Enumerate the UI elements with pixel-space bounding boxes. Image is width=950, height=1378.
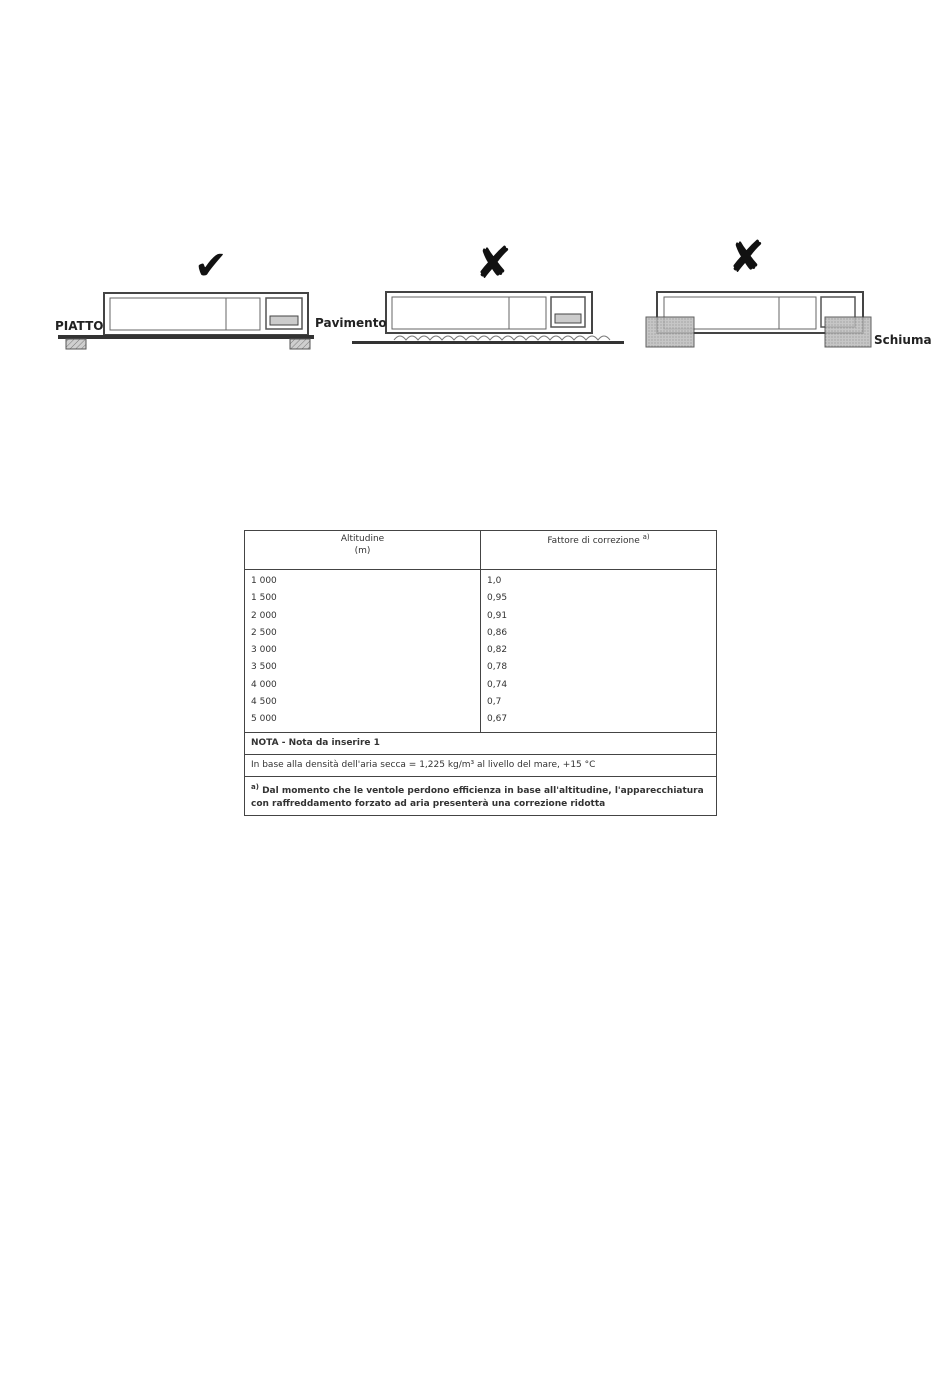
scenario-floor xyxy=(352,292,624,344)
altitude-correction-table xyxy=(244,530,717,816)
pallet-block-right xyxy=(290,339,310,349)
altitude-column xyxy=(245,570,481,733)
footnote-row xyxy=(245,776,717,815)
header-factor-label: Fattore di correzione xyxy=(547,536,640,546)
wrong-cross-icon-foam: ✘ xyxy=(728,232,765,283)
altitude-cell: 2 500 xyxy=(251,627,277,638)
scenario-foam xyxy=(646,292,871,347)
altitude-cell: 1 000 xyxy=(251,576,277,586)
factor-column xyxy=(481,570,717,733)
label-pavimento: Pavimento xyxy=(315,316,387,330)
label-piatto: PIATTO xyxy=(55,319,104,333)
factor-cell: 0,67 xyxy=(487,714,508,725)
footnote-text: Dal momento che le ventole perdono efficienza in base all'altitudine, l'apparecchiatura con raffreddamento forzato ad aria presenterà una correzione ridotta xyxy=(251,785,704,809)
installation-diagram xyxy=(0,0,950,360)
factor-cell: 0,7 xyxy=(487,697,502,708)
floor-line xyxy=(352,341,624,344)
altitude-cell: 1 500 xyxy=(251,593,277,604)
pallet-deck xyxy=(58,335,314,339)
altitude-cell: 3 000 xyxy=(251,645,277,656)
factor-cell: 0,78 xyxy=(487,662,508,673)
factor-cell: 0,86 xyxy=(487,627,508,638)
header-factor xyxy=(481,531,717,570)
altitude-cell: 4 000 xyxy=(251,679,277,690)
footnote-marker: a) xyxy=(251,782,259,791)
density-note: In base alla densità dell'aria secca = 1,225 kg/m³ al livello del mare, +15 °C xyxy=(245,754,717,776)
header-altitude xyxy=(245,531,481,570)
table-footnote xyxy=(245,776,717,815)
correct-check-icon: ✔ xyxy=(194,243,228,289)
factor-cell: 0,74 xyxy=(487,679,508,690)
installation-figure xyxy=(0,0,950,360)
floor-debris xyxy=(394,336,610,340)
header-altitude-unit: (m) xyxy=(354,546,371,556)
factor-cell: 0,82 xyxy=(487,645,508,656)
table-header-row xyxy=(245,531,717,570)
pallet-block-left xyxy=(66,339,86,349)
density-row xyxy=(245,754,717,776)
note-row xyxy=(245,732,717,754)
header-factor-footnote-ref: a) xyxy=(642,533,650,541)
factor-cell: 0,95 xyxy=(487,593,508,604)
table-note: NOTA - Nota da inserire 1 xyxy=(245,732,717,754)
foam-block-left xyxy=(646,317,694,347)
altitude-cell: 3 500 xyxy=(251,662,277,673)
header-altitude-label: Altitudine xyxy=(340,534,385,544)
altitude-cell: 5 000 xyxy=(251,714,277,725)
altitude-cell: 4 500 xyxy=(251,697,277,708)
factor-cell: 0,91 xyxy=(487,610,508,621)
foam-block-right xyxy=(825,317,871,347)
wrong-cross-icon-floor: ✘ xyxy=(475,238,512,289)
table-data-row xyxy=(245,570,717,733)
label-schiuma: Schiuma xyxy=(874,333,932,347)
factor-cell: 1,0 xyxy=(487,576,502,586)
altitude-cell: 2 000 xyxy=(251,610,277,621)
